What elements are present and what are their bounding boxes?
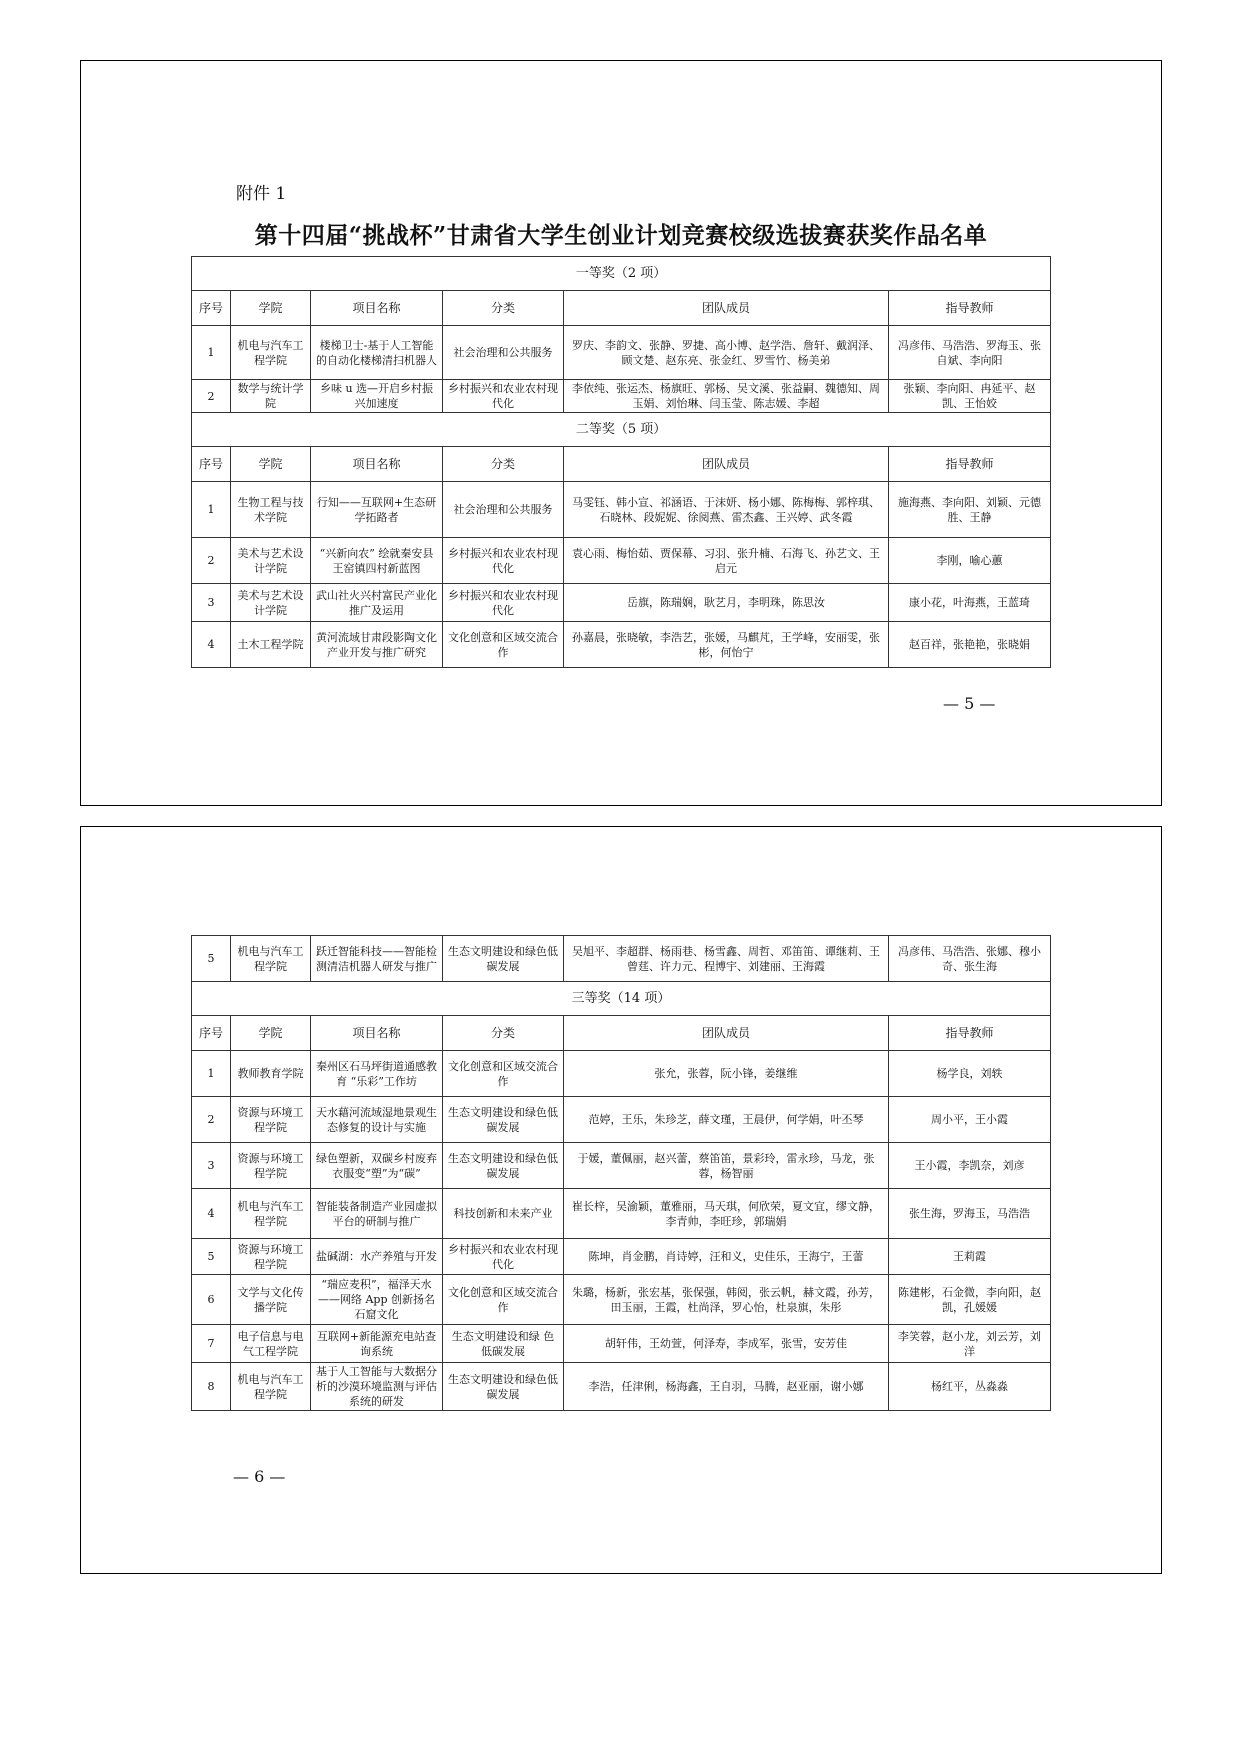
row-category: 乡村振兴和农业农村现代化 bbox=[443, 380, 564, 413]
row-project-name: 黄河流域甘肃段影陶文化产业开发与推广研究 bbox=[311, 622, 443, 668]
row-index: 1 bbox=[192, 326, 231, 380]
column-header: 序号 bbox=[192, 447, 231, 482]
row-project-name: 跃迁智能科技——智能检测清洁机器人研发与推广 bbox=[311, 936, 443, 982]
row-category: 科技创新和未来产业 bbox=[443, 1189, 564, 1239]
row-advisors: 陈建彬，石金微，李向阳，赵凯，孔媛媛 bbox=[889, 1275, 1051, 1325]
row-project-name: 互联网+新能源充电站查询系统 bbox=[311, 1325, 443, 1363]
page-number: — 6 — bbox=[233, 1467, 286, 1486]
row-college: 数学与统计学院 bbox=[231, 380, 311, 413]
column-header: 学院 bbox=[231, 447, 311, 482]
row-advisors: 赵百祥，张艳艳，张晓娟 bbox=[889, 622, 1051, 668]
row-index: 2 bbox=[192, 538, 231, 584]
column-header: 序号 bbox=[192, 291, 231, 326]
awards-table-page-5 bbox=[191, 256, 1051, 668]
document-title: 第十四届“挑战杯”甘肃省大学生创业计划竞赛校级选拔赛获奖作品名单 bbox=[254, 222, 988, 249]
table-row bbox=[192, 1097, 1051, 1143]
row-college: 机电与汽车工程学院 bbox=[231, 936, 311, 982]
column-header: 指导教师 bbox=[889, 1016, 1051, 1051]
row-project-name: 乡味 u 选—开启乡村振兴加速度 bbox=[311, 380, 443, 413]
row-college: 美术与艺术设计学院 bbox=[231, 538, 311, 584]
table-header-row bbox=[192, 1016, 1051, 1051]
row-college: 美术与艺术设计学院 bbox=[231, 584, 311, 622]
row-category: 文化创意和区域交流合作 bbox=[443, 1275, 564, 1325]
row-team-members: 罗庆、李韵文、张静、罗捷、高小博、赵学浩、詹轩、戴润泽、顾文楚、赵东亮、张金红、罗雪竹、杨美弟 bbox=[564, 326, 889, 380]
row-team-members: 于媛，董佩丽，赵兴蕾，蔡笛笛，景彩玲，雷永珍，马龙，张蓉，杨智丽 bbox=[564, 1143, 889, 1189]
row-college: 教师教育学院 bbox=[231, 1051, 311, 1097]
row-project-name: 秦州区石马坪街道通感教育 “乐彩”工作坊 bbox=[311, 1051, 443, 1097]
table-row bbox=[192, 326, 1051, 380]
row-index: 2 bbox=[192, 1097, 231, 1143]
row-team-members: 张允，张蓉，阮小锋，姜继维 bbox=[564, 1051, 889, 1097]
column-header: 分类 bbox=[443, 447, 564, 482]
row-index: 6 bbox=[192, 1275, 231, 1325]
table-row bbox=[192, 1239, 1051, 1275]
column-header: 指导教师 bbox=[889, 447, 1051, 482]
row-advisors: 杨学良，刘轶 bbox=[889, 1051, 1051, 1097]
row-category: 生态文明建设和绿 色低碳发展 bbox=[443, 1325, 564, 1363]
row-college: 资源与环境工程学院 bbox=[231, 1097, 311, 1143]
row-project-name: “瑞应麦积”，福泽天水——网络 App 创新扬名石窟文化 bbox=[311, 1275, 443, 1325]
row-project-name: 楼梯卫士-基于人工智能的自动化楼梯清扫机器人 bbox=[311, 326, 443, 380]
column-header: 学院 bbox=[231, 291, 311, 326]
row-category: 生态文明建设和绿色低碳发展 bbox=[443, 1363, 564, 1411]
row-team-members: 李依纯、张运杰、杨旗旺、郭杨、吴文溪、张益嗣、魏德知、周玉娟、刘怡琳、闫玉莹、陈志媛、李超 bbox=[564, 380, 889, 413]
column-header: 分类 bbox=[443, 291, 564, 326]
first-prize-section bbox=[192, 257, 1051, 291]
row-index: 7 bbox=[192, 1325, 231, 1363]
row-project-name: 智能装备制造产业园虚拟平台的研制与推广 bbox=[311, 1189, 443, 1239]
row-college: 机电与汽车工程学院 bbox=[231, 1189, 311, 1239]
row-project-name: 基于人工智能与大数据分析的沙漠环境监测与评估系统的研发 bbox=[311, 1363, 443, 1411]
table-header-row bbox=[192, 447, 1051, 482]
row-college: 机电与汽车工程学院 bbox=[231, 1363, 311, 1411]
row-category: 生态文明建设和绿色低碳发展 bbox=[443, 1097, 564, 1143]
table-row bbox=[192, 380, 1051, 413]
column-header: 学院 bbox=[231, 1016, 311, 1051]
row-team-members: 袁心雨、梅怡茹、贾保幕、习羽、张升楠、石海飞、孙艺文、王启元 bbox=[564, 538, 889, 584]
row-advisors: 康小花，叶海燕，王蓝琦 bbox=[889, 584, 1051, 622]
row-team-members: 范婷，王乐，朱珍芝，薛文瑾，王晨伊，何学娟，叶丕琴 bbox=[564, 1097, 889, 1143]
row-index: 5 bbox=[192, 936, 231, 982]
row-college: 文学与文化传播学院 bbox=[231, 1275, 311, 1325]
row-project-name: 武山社火兴村富民产业化推广及运用 bbox=[311, 584, 443, 622]
row-team-members: 胡轩伟，王幼萱，何泽寿，李成军，张雪，安芳佳 bbox=[564, 1325, 889, 1363]
row-category: 文化创意和区域交流合作 bbox=[443, 622, 564, 668]
column-header: 序号 bbox=[192, 1016, 231, 1051]
row-category: 文化创意和区域交流合作 bbox=[443, 1051, 564, 1097]
column-header: 团队成员 bbox=[564, 291, 889, 326]
row-college: 生物工程与技术学院 bbox=[231, 482, 311, 538]
column-header: 团队成员 bbox=[564, 447, 889, 482]
document-page-5 bbox=[80, 60, 1162, 806]
table-row bbox=[192, 538, 1051, 584]
row-project-name: 绿色塑新，双碳乡村废弃衣服变“塑”为“碳” bbox=[311, 1143, 443, 1189]
row-category: 生态文明建设和绿色低碳发展 bbox=[443, 936, 564, 982]
document-page-6 bbox=[80, 826, 1162, 1574]
row-category: 乡村振兴和农业农村现代化 bbox=[443, 538, 564, 584]
row-project-name: “兴新向农” 绘就秦安县王窑镇四村新蓝图 bbox=[311, 538, 443, 584]
table-row bbox=[192, 622, 1051, 668]
row-college: 机电与汽车工程学院 bbox=[231, 326, 311, 380]
row-team-members: 马雯钰、韩小宣、祁涵语、于沫妍、杨小娜、陈梅梅、郭梓琪、石晓林、段妮妮、徐阅燕、雷杰鑫、王兴婷、武冬霞 bbox=[564, 482, 889, 538]
column-header: 项目名称 bbox=[311, 447, 443, 482]
row-team-members: 崔长梓，吴渝颖，董雅丽，马天琪，何欣荣，夏文宜，缪文静，李青帅，李旺珍，郭瑞娟 bbox=[564, 1189, 889, 1239]
row-advisors: 张生海，罗海玉，马浩浩 bbox=[889, 1189, 1051, 1239]
row-index: 4 bbox=[192, 622, 231, 668]
awards-table-page-6 bbox=[191, 935, 1051, 1411]
row-advisors: 张颖、李向阳、冉延平、赵凯、王怡姣 bbox=[889, 380, 1051, 413]
row-category: 社会治理和公共服务 bbox=[443, 326, 564, 380]
prize-section-title: 二等奖（5 项） bbox=[192, 413, 1051, 447]
table-row bbox=[192, 1051, 1051, 1097]
table-row bbox=[192, 936, 1051, 982]
row-category: 社会治理和公共服务 bbox=[443, 482, 564, 538]
row-index: 5 bbox=[192, 1239, 231, 1275]
row-advisors: 李笑蓉，赵小龙，刘云芳，刘洋 bbox=[889, 1325, 1051, 1363]
row-project-name: 天水藉河流域湿地景观生态修复的设计与实施 bbox=[311, 1097, 443, 1143]
table-row bbox=[192, 1363, 1051, 1411]
column-header: 指导教师 bbox=[889, 291, 1051, 326]
row-index: 8 bbox=[192, 1363, 231, 1411]
column-header: 项目名称 bbox=[311, 291, 443, 326]
row-project-name: 盐碱湖：水产养殖与开发 bbox=[311, 1239, 443, 1275]
row-advisors: 施海燕、李向阳、刘颖、元德胜、王静 bbox=[889, 482, 1051, 538]
row-project-name: 行知——互联网+生态研学拓路者 bbox=[311, 482, 443, 538]
prize-section-title: 三等奖（14 项） bbox=[192, 982, 1051, 1016]
row-advisors: 王莉霞 bbox=[889, 1239, 1051, 1275]
row-advisors: 冯彦伟、马浩浩、张娜、穆小奇、张生海 bbox=[889, 936, 1051, 982]
third-prize-section bbox=[192, 982, 1051, 1016]
row-advisors: 王小霞，李凯奈，刘彦 bbox=[889, 1143, 1051, 1189]
table-row bbox=[192, 482, 1051, 538]
row-index: 1 bbox=[192, 1051, 231, 1097]
second-prize-section bbox=[192, 413, 1051, 447]
table-row bbox=[192, 1143, 1051, 1189]
row-advisors: 杨红平，丛淼淼 bbox=[889, 1363, 1051, 1411]
row-college: 资源与环境工程学院 bbox=[231, 1143, 311, 1189]
table-row bbox=[192, 1325, 1051, 1363]
prize-section-title: 一等奖（2 项） bbox=[192, 257, 1051, 291]
row-college: 土木工程学院 bbox=[231, 622, 311, 668]
column-header: 分类 bbox=[443, 1016, 564, 1051]
row-index: 3 bbox=[192, 1143, 231, 1189]
attachment-label: 附件 1 bbox=[236, 184, 287, 204]
row-index: 1 bbox=[192, 482, 231, 538]
row-team-members: 岳旗，陈瑞娴，耿艺月，李明珠，陈思汝 bbox=[564, 584, 889, 622]
row-index: 4 bbox=[192, 1189, 231, 1239]
row-advisors: 周小平，王小霞 bbox=[889, 1097, 1051, 1143]
table-row bbox=[192, 1189, 1051, 1239]
row-team-members: 朱璐，杨新，张宏基，张保强，韩阅，张云帆，赫文霞，孙芳，田玉丽，王霞，杜尚泽，罗心怡，杜泉旗，朱彤 bbox=[564, 1275, 889, 1325]
column-header: 项目名称 bbox=[311, 1016, 443, 1051]
row-team-members: 陈坤，肖金鹏，肖诗婷，汪和义，史佳乐，王海宁，王蕾 bbox=[564, 1239, 889, 1275]
row-college: 资源与环境工程学院 bbox=[231, 1239, 311, 1275]
row-team-members: 孙嘉晨，张晓敏，李浩艺，张媛，马麒芃，王学峰，安丽雯，张彬，何怡宁 bbox=[564, 622, 889, 668]
row-team-members: 吴旭平、李超群、杨雨巷、杨雪鑫、周哲、邓笛笛、谭继莉、王曾莛、许力元、程博宇、刘建丽、王海霞 bbox=[564, 936, 889, 982]
row-category: 乡村振兴和农业农村现代化 bbox=[443, 584, 564, 622]
page-number: — 5 — bbox=[943, 694, 996, 713]
row-team-members: 李浩，任津俐，杨海鑫，王自羽，马腾，赵亚丽，谢小娜 bbox=[564, 1363, 889, 1411]
table-row bbox=[192, 584, 1051, 622]
column-header: 团队成员 bbox=[564, 1016, 889, 1051]
row-category: 乡村振兴和农业农村现代化 bbox=[443, 1239, 564, 1275]
table-header-row bbox=[192, 291, 1051, 326]
table-row bbox=[192, 1275, 1051, 1325]
row-index: 3 bbox=[192, 584, 231, 622]
row-category: 生态文明建设和绿色低碳发展 bbox=[443, 1143, 564, 1189]
row-advisors: 冯彦伟、马浩浩、罗海玉、张自斌、李向阳 bbox=[889, 326, 1051, 380]
row-college: 电子信息与电气工程学院 bbox=[231, 1325, 311, 1363]
row-advisors: 李刚，喻心蕙 bbox=[889, 538, 1051, 584]
row-index: 2 bbox=[192, 380, 231, 413]
